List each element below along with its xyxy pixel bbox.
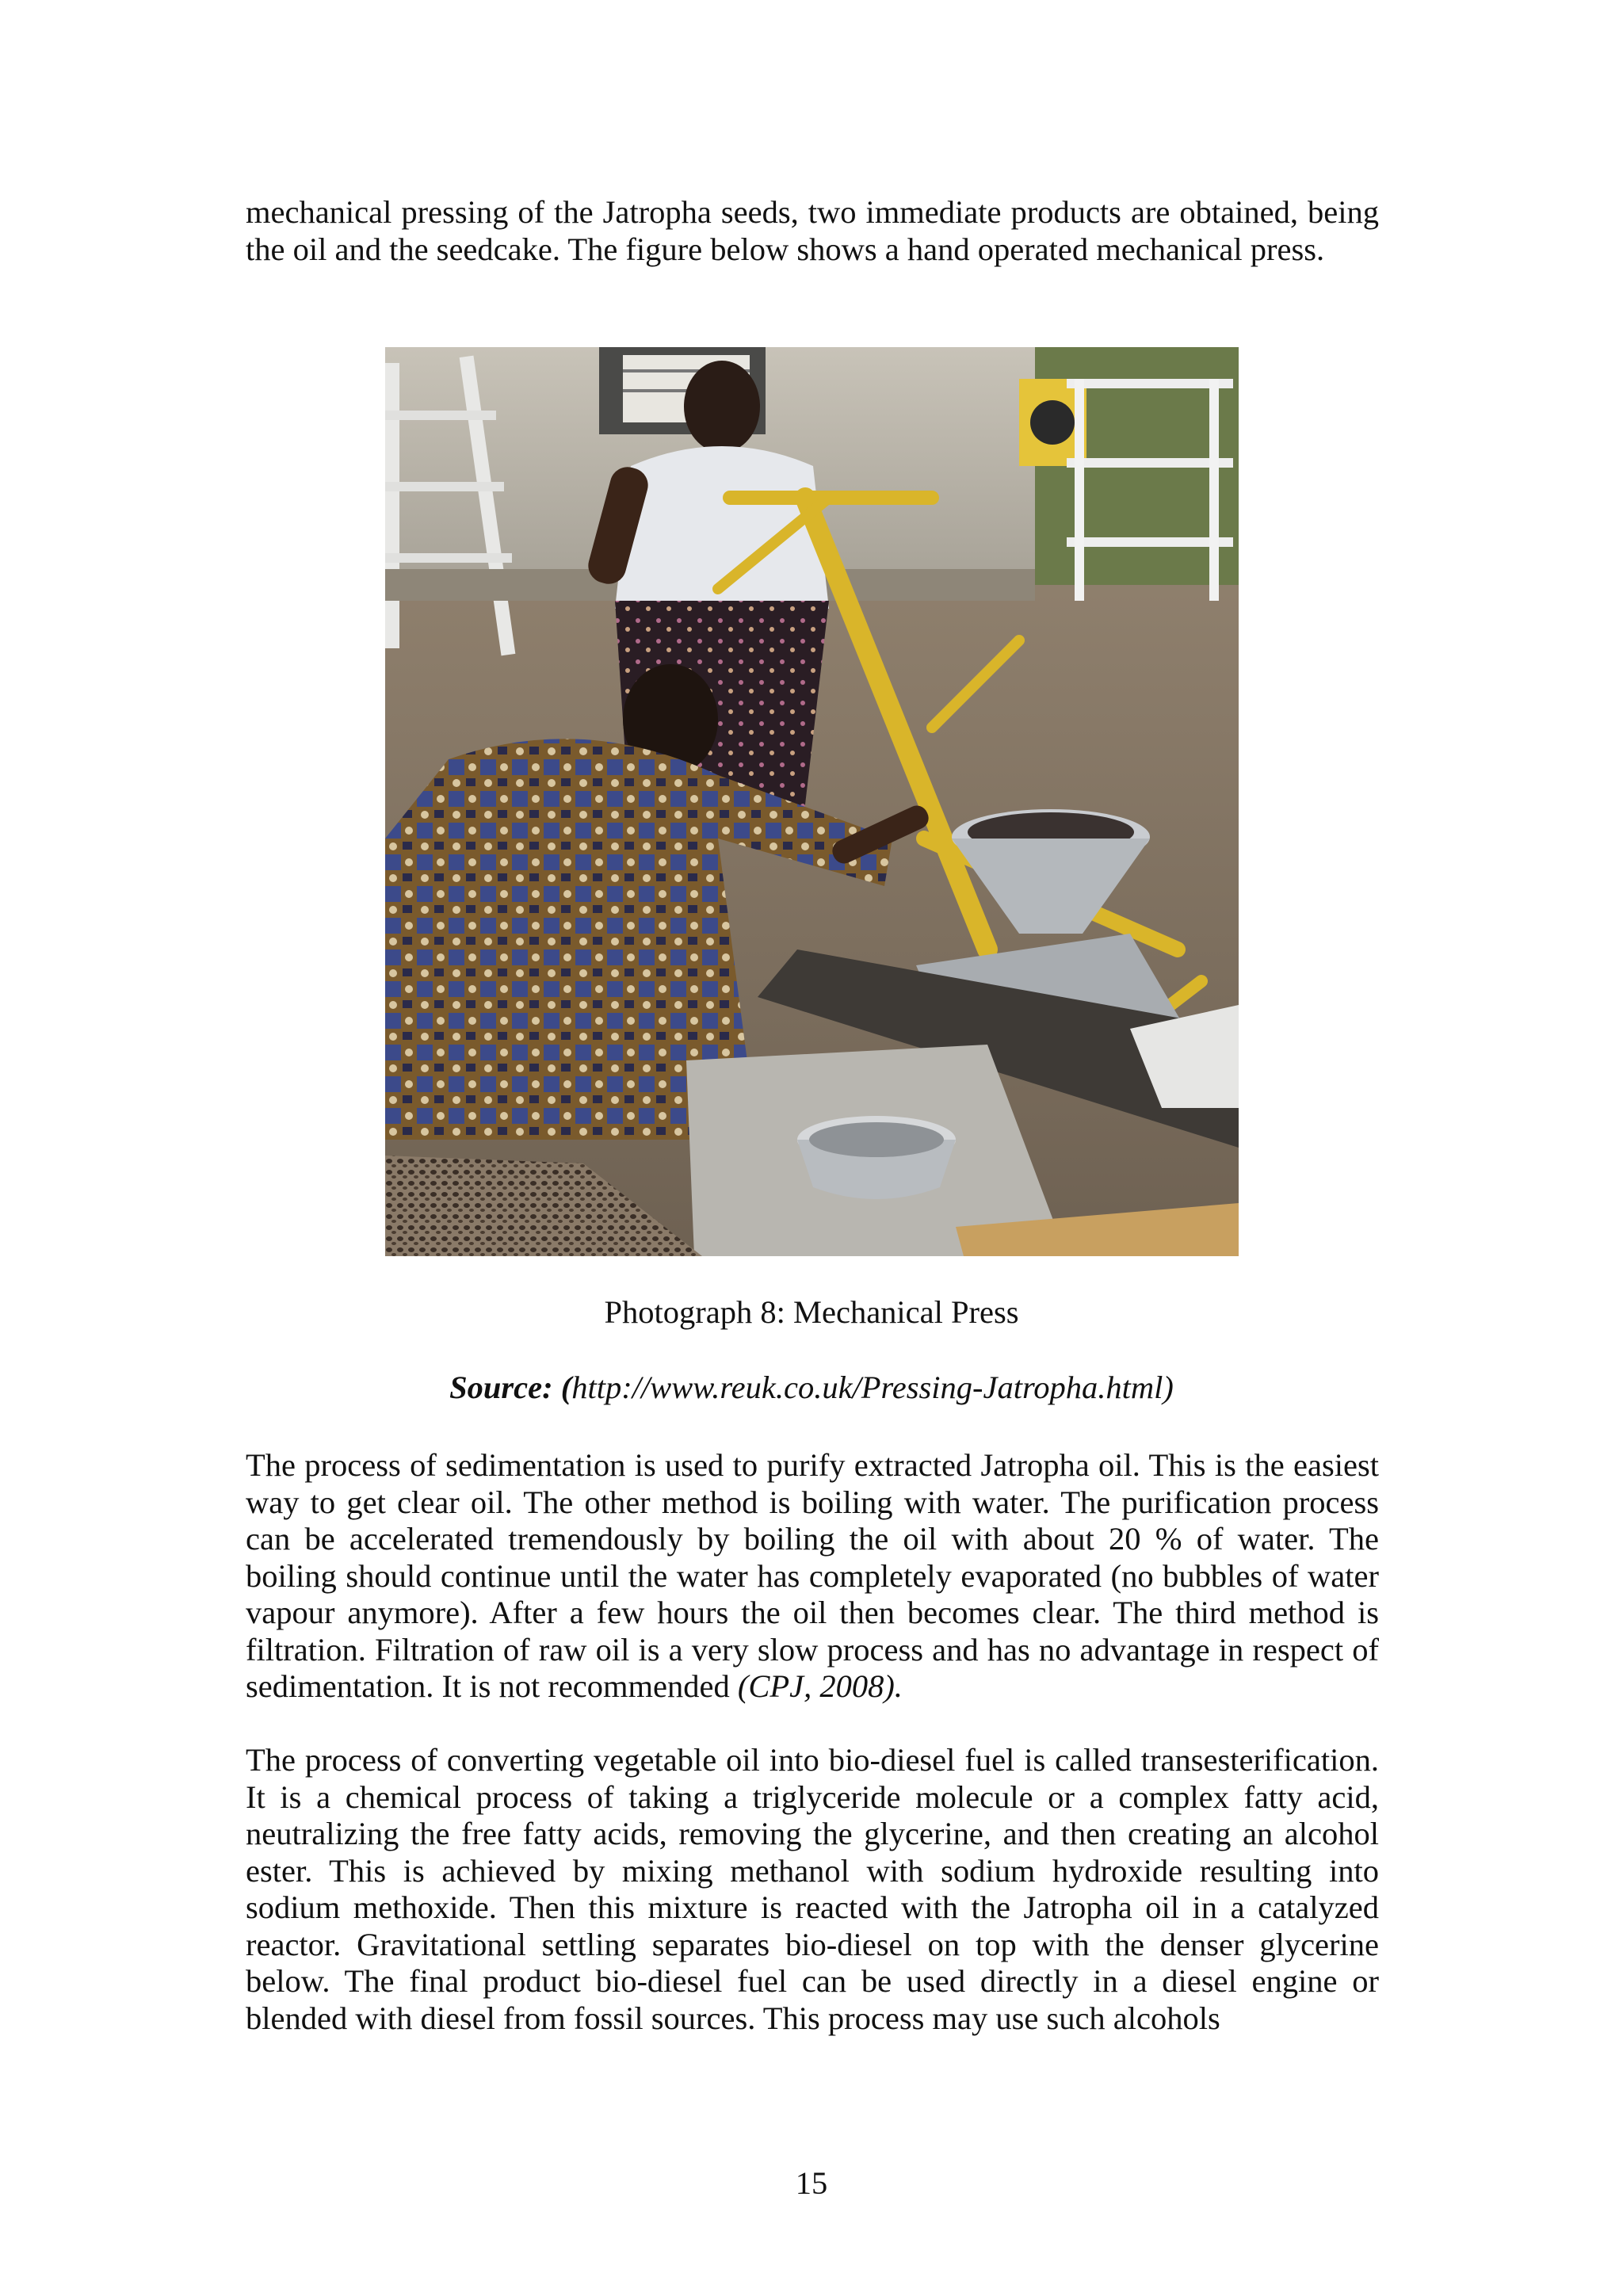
- figure-source: [0, 1369, 1623, 1406]
- photo-illustration: [385, 347, 1239, 1256]
- figure-caption: Photograph 8: Mechanical Press: [604, 1294, 1019, 1330]
- sedimentation-text: The process of sedimentation is used to purify extracted Jatropha oil. This is the easiest way to get clear oil. The other method is boiling with water. The purification process can be accelerated tremendously by boiling the oil with about 20 % of water. The boiling should continue until the water has completely evaporated (no bubbles of water vapour anymore). After a few hours the oil then becomes clear. The third method is filtration. Filtration of raw oil is a very slow process and has no advantage in respect of sedimentation. It is not recommended: [246, 1447, 1379, 1704]
- source-url: http://www.reuk.co.uk/Pressing-Jatropha.html): [571, 1370, 1174, 1405]
- sedimentation-citation: (CPJ, 2008).: [737, 1668, 903, 1704]
- sedimentation-paragraph: [246, 1447, 1379, 1706]
- source-label: Source: (: [449, 1370, 572, 1405]
- transesterification-paragraph: The process of converting vegetable oil into bio-diesel fuel is called transesterification. It is a chemical process of taking a triglyceride molecule or a complex fatty acid, neutralizing the free fatty acids, removing the glycerine, and then creating an alcohol ester. This is achieved by mixing methanol with sodium hydroxide resulting into sodium methoxide. Then this mixture is reacted with the Jatropha oil in a catalyzed reactor. Gravitational settling separates bio-diesel on top with the denser glycerine below. The final product bio-diesel fuel can be used directly in a diesel engine or blended with diesel from fossil sources. This process may use such alcohols: [246, 1742, 1379, 2036]
- mechanical-press-photograph: [385, 347, 1239, 1256]
- intro-paragraph: mechanical pressing of the Jatropha seeds, two immediate products are obtained, being the oil and the seedcake. The figure below shows a hand operated mechanical press.: [246, 194, 1379, 267]
- page-number: 15: [795, 2165, 828, 2201]
